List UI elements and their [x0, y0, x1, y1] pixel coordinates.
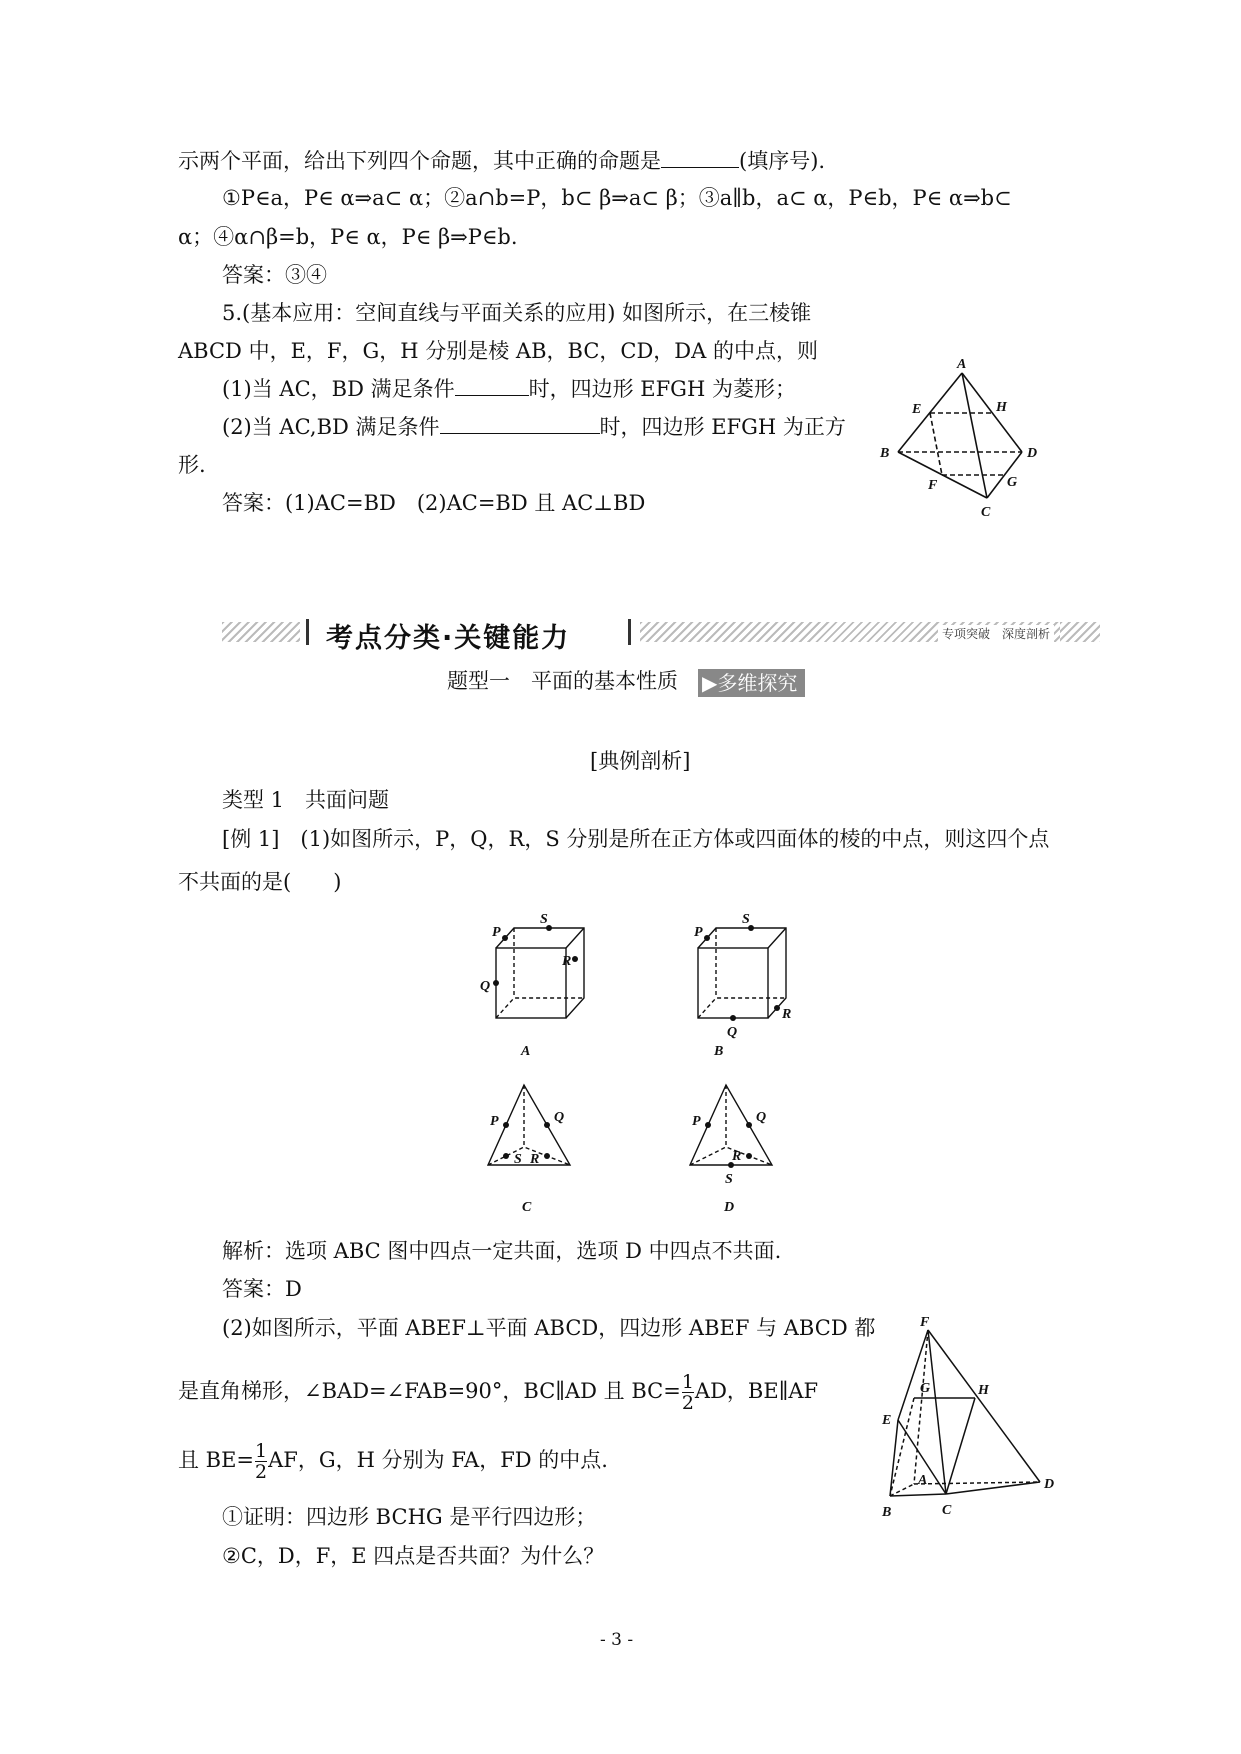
fig2-label: E [882, 1413, 892, 1428]
point-label: P [492, 925, 501, 940]
answer-blank [440, 413, 600, 434]
figure-caption: D [724, 1200, 735, 1215]
q5-line-2: ABCD 中，E，F，G，H 分别是棱 AB，BC，CD，DA 的中点，则 [178, 339, 818, 363]
fig2-label: G [920, 1381, 931, 1396]
point-label: P [692, 1114, 701, 1129]
tetrahedron-figure [870, 355, 1050, 525]
answer-line-1: 答案：③④ [222, 263, 327, 287]
banner-right-text: 专项突破 深度剖析 [938, 625, 1054, 642]
example-2-line-2: 是直角梯形，∠BAD=∠FAB=90°，BC∥AD 且 BC= $\frac{1}{2}$ AD，BE∥AF [178, 1371, 819, 1414]
pyramid-figure [870, 1310, 1060, 1530]
paragraph-line-2: ①P∈a，P∈ α⇒a⊂ α；②a∩b=P，b⊂ β⇒a⊂ β；③a∥b，a⊂ α，P∈b，P∈ α⇒b⊂ [222, 186, 1012, 210]
fraction-one-half: $\frac{1}{2}$ [255, 1440, 268, 1483]
point-label: S [725, 1172, 733, 1187]
point-label: S [742, 912, 750, 927]
example-1-line-2: 不共面的是( ) [178, 870, 342, 894]
example-2-question-1: ①证明：四边形 BCHG 是平行四边形； [222, 1505, 597, 1529]
point-label: P [490, 1114, 499, 1129]
dianli-heading: [典例剖析] [590, 749, 691, 773]
fig2-label: C [942, 1503, 952, 1518]
point-label: R [732, 1149, 742, 1164]
analysis-line: 解析：选项 ABC 图中四点一定共面，选项 D 中四点不共面. [222, 1239, 782, 1263]
tetra-label: C [981, 505, 991, 520]
q5-line-5: 形. [178, 453, 206, 477]
q5-answer: 答案：(1)AC=BD (2)AC=BD 且 AC⊥BD [222, 491, 646, 515]
point-label: Q [554, 1110, 565, 1125]
type-heading: 类型 1 共面问题 [222, 788, 390, 812]
example-2-line-1: (2)如图所示，平面 ABEF⊥平面 ABCD，四边形 ABEF 与 ABCD 都 [222, 1316, 876, 1340]
point-label: S [514, 1152, 522, 1167]
point-label: P [694, 925, 703, 940]
q5-line-1: 5.(基本应用：空间直线与平面关系的应用) 如图所示，在三棱锥 [222, 301, 812, 325]
example-2-line-3: 且 BE= $\frac{1}{2}$ AF，G，H 分别为 FA，FD 的中点. [178, 1440, 608, 1483]
answer-line-2: 答案：D [222, 1277, 302, 1301]
tetra-label: A [957, 357, 967, 372]
fig2-label: B [882, 1505, 892, 1520]
tetra-label: D [1027, 446, 1038, 461]
answer-blank [455, 375, 529, 396]
paragraph-line-3: α；④α∩β=b，P∈ α，P∈ β⇒P∈b. [178, 225, 518, 249]
tetra-label: G [1007, 475, 1018, 490]
point-label: Q [727, 1025, 738, 1040]
section-banner [222, 616, 1100, 654]
paragraph-line-1: 示两个平面，给出下列四个命题，其中正确的命题是 (填序号). [178, 149, 826, 173]
answer-blank [661, 147, 739, 168]
cube-figure-a [470, 910, 600, 1060]
example-2-question-2: ②C，D，F，E 四点是否共面？为什么？ [222, 1544, 605, 1568]
point-label: Q [756, 1110, 767, 1125]
q5-line-4: (2)当 AC,BD 满足条件 时，四边形 EFGH 为正方 [222, 415, 846, 439]
tetra-figure-d [672, 1075, 802, 1215]
figure-caption: A [521, 1044, 531, 1059]
fig2-label: F [920, 1315, 930, 1330]
page-number: - 3 - [600, 1630, 634, 1650]
point-label: Q [480, 979, 491, 994]
fig2-label: H [978, 1383, 989, 1398]
point-label: S [540, 912, 548, 927]
point-label: R [530, 1152, 540, 1167]
tetra-label: F [928, 478, 938, 493]
fig2-label: D [1044, 1477, 1055, 1492]
fig2-label: A [918, 1473, 928, 1488]
cube-figure-b [672, 910, 802, 1060]
figure-caption: B [714, 1044, 724, 1059]
tetra-label: B [880, 446, 890, 461]
q5-line-3: (1)当 AC，BD 满足条件 时，四边形 EFGH 为菱形； [222, 377, 796, 401]
point-label: R [562, 954, 572, 969]
fraction-one-half: $\frac{1}{2}$ [681, 1371, 694, 1414]
figure-caption: C [522, 1200, 532, 1215]
banner-title: 考点分类·关键能力 [326, 623, 571, 654]
multi-explore-tag: ▶多维探究 [698, 669, 805, 697]
point-label: R [782, 1007, 792, 1022]
tetra-label: E [912, 402, 922, 417]
example-1-line-1: [例 1] (1)如图所示，P，Q，R，S 分别是所在正方体或四面体的棱的中点，则这四个点 [222, 827, 1050, 851]
section-heading: 题型一 平面的基本性质 ▶多维探究 [447, 666, 805, 697]
tetra-figure-c [470, 1075, 600, 1215]
tetra-label: H [996, 400, 1007, 415]
